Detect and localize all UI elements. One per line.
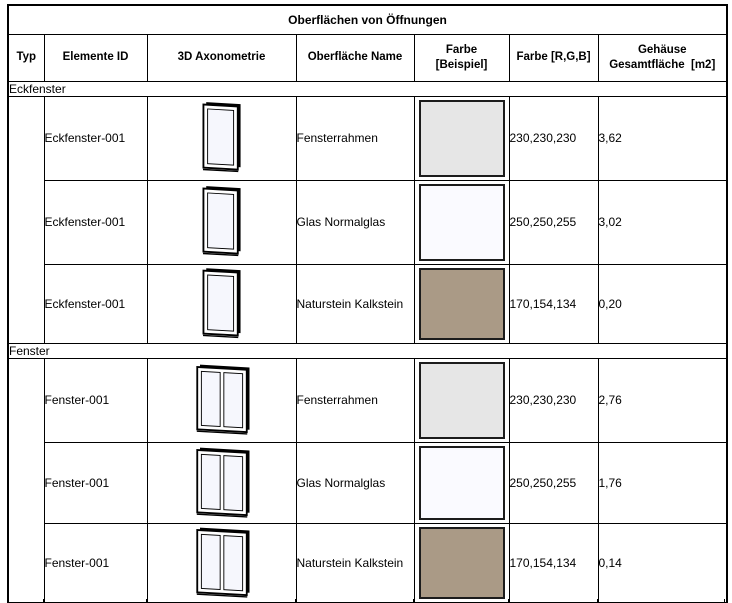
group-header-row	[8, 81, 727, 96]
title-row	[8, 5, 727, 34]
area-value-cell: 2,76	[598, 358, 727, 442]
table-row	[8, 96, 727, 180]
table-row	[8, 264, 727, 343]
window-3d-double-icon	[189, 525, 255, 601]
surface-name-cell: Naturstein Kalkstein	[296, 264, 414, 343]
window-3d-single-icon	[196, 182, 248, 262]
element-id-cell: Eckfenster-001	[44, 264, 147, 343]
column-header-gehaeuse-gesamtflaeche: Gehäuse Gesamtfläche [m2]	[598, 34, 727, 81]
color-swatch	[419, 268, 505, 340]
column-header-farbe-beispiel: Farbe [Beispiel]	[414, 34, 509, 81]
area-value-cell: 3,62	[598, 96, 727, 180]
color-sample-cell	[414, 180, 509, 264]
surface-name-cell: Fensterrahmen	[296, 358, 414, 442]
window-3d-double-icon	[189, 360, 255, 440]
element-id-cell: Eckfenster-001	[44, 96, 147, 180]
axonometry-cell	[147, 523, 296, 602]
surface-name-cell: Naturstein Kalkstein	[296, 523, 414, 602]
column-header-farbe-rgb: Farbe [R,G,B]	[509, 34, 598, 81]
axonometry-cell	[147, 264, 296, 343]
rgb-value-cell: 170,154,134	[509, 523, 598, 602]
color-sample-cell	[414, 264, 509, 343]
area-value-cell: 0,20	[598, 264, 727, 343]
surface-name-cell: Glas Normalglas	[296, 442, 414, 523]
color-swatch	[419, 184, 505, 261]
element-id-cell: Fenster-001	[44, 358, 147, 442]
table-row	[8, 523, 727, 602]
axonometry-cell	[147, 358, 296, 442]
table-row	[8, 442, 727, 523]
element-id-cell: Fenster-001	[44, 442, 147, 523]
surface-schedule-table	[7, 4, 728, 603]
header-row	[8, 34, 727, 81]
color-sample-cell	[414, 523, 509, 602]
rgb-value-cell: 230,230,230	[509, 358, 598, 442]
rgb-value-cell: 170,154,134	[509, 264, 598, 343]
group-label-eckfenster: Eckfenster	[8, 81, 727, 96]
rgb-value-cell: 250,250,255	[509, 180, 598, 264]
window-3d-single-icon	[196, 98, 248, 178]
group-header-row	[8, 343, 727, 358]
surface-name-cell: Glas Normalglas	[296, 180, 414, 264]
table-row	[8, 358, 727, 442]
color-sample-cell	[414, 358, 509, 442]
color-swatch	[419, 362, 505, 439]
color-swatch	[419, 446, 505, 520]
area-value-cell: 3,02	[598, 180, 727, 264]
surface-name-cell: Fensterrahmen	[296, 96, 414, 180]
column-header-oberflaeche-name: Oberfläche Name	[296, 34, 414, 81]
axonometry-cell	[147, 442, 296, 523]
color-swatch	[419, 527, 505, 599]
area-value-cell: 1,76	[598, 442, 727, 523]
typ-cell	[8, 96, 44, 343]
element-id-cell: Eckfenster-001	[44, 180, 147, 264]
color-sample-cell	[414, 96, 509, 180]
column-header-elemente-id: Elemente ID	[44, 34, 147, 81]
color-sample-cell	[414, 442, 509, 523]
element-id-cell: Fenster-001	[44, 523, 147, 602]
table-row	[8, 180, 727, 264]
window-3d-single-icon	[196, 266, 248, 342]
axonometry-cell	[147, 180, 296, 264]
rgb-value-cell: 230,230,230	[509, 96, 598, 180]
column-header-typ: Typ	[8, 34, 44, 81]
table-title: Oberflächen von Öffnungen	[8, 5, 727, 34]
rgb-value-cell: 250,250,255	[509, 442, 598, 523]
axonometry-cell	[147, 96, 296, 180]
typ-cell	[8, 358, 44, 602]
column-header-3d-axonometrie: 3D Axonometrie	[147, 34, 296, 81]
color-swatch	[419, 100, 505, 177]
group-label-fenster: Fenster	[8, 343, 727, 358]
area-value-cell: 0,14	[598, 523, 727, 602]
window-3d-double-icon	[189, 444, 255, 522]
